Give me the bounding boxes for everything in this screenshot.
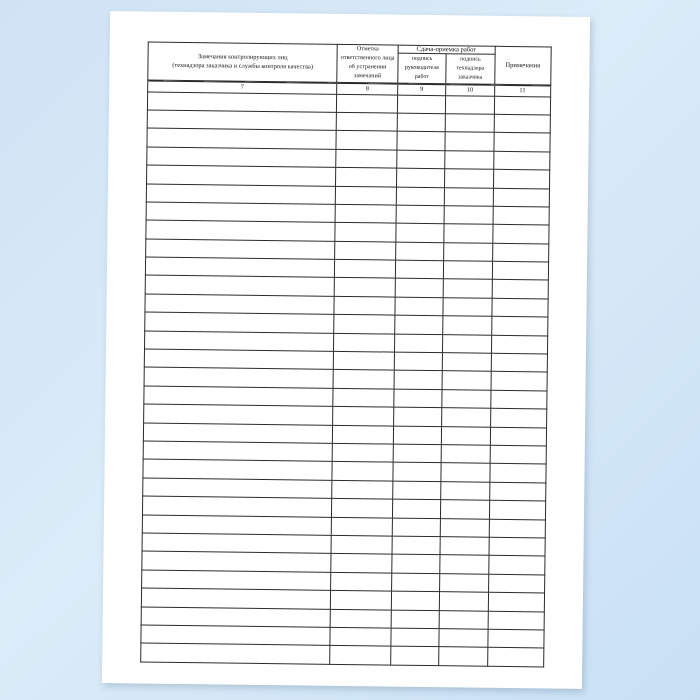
table-cell[interactable] bbox=[143, 441, 333, 462]
table-cell[interactable] bbox=[440, 518, 489, 537]
table-cell[interactable] bbox=[442, 426, 491, 445]
table-cell[interactable] bbox=[146, 239, 336, 260]
table-cell[interactable] bbox=[396, 187, 445, 206]
table-cell[interactable] bbox=[335, 223, 396, 242]
table-cell[interactable] bbox=[397, 113, 446, 132]
document-page bbox=[102, 11, 590, 689]
header-signature-supervisor: подпись технадзора заказчика bbox=[446, 54, 495, 84]
table-cell[interactable] bbox=[334, 333, 395, 352]
table-cell[interactable] bbox=[141, 643, 331, 664]
table-cell[interactable] bbox=[391, 610, 440, 629]
table-cell[interactable] bbox=[332, 517, 393, 536]
table-cell[interactable] bbox=[492, 243, 549, 262]
table-cell[interactable] bbox=[443, 298, 492, 317]
column-number-8: 8 bbox=[337, 82, 398, 95]
table-cell[interactable] bbox=[489, 464, 546, 483]
table-cell[interactable] bbox=[333, 425, 394, 444]
table-cell[interactable] bbox=[445, 169, 494, 188]
table-cell[interactable] bbox=[330, 646, 391, 665]
table-cell[interactable] bbox=[392, 499, 441, 518]
table-cell[interactable] bbox=[442, 389, 491, 408]
table-cell[interactable] bbox=[331, 535, 392, 554]
table-cell[interactable] bbox=[393, 426, 442, 445]
table-cell[interactable] bbox=[446, 95, 495, 114]
table-cell[interactable] bbox=[142, 570, 332, 591]
table-cell[interactable] bbox=[147, 147, 337, 168]
table-cell[interactable] bbox=[493, 188, 550, 207]
table-cell[interactable] bbox=[392, 554, 441, 573]
table-cell[interactable] bbox=[488, 574, 545, 593]
table-cell[interactable] bbox=[141, 588, 331, 609]
header-remarks: Замечания контролирующих лиц (технадзора заказчика и службы контроля качества) bbox=[148, 42, 338, 82]
table-cell[interactable] bbox=[440, 555, 489, 574]
table-cell[interactable] bbox=[337, 94, 398, 113]
table-cell[interactable] bbox=[147, 165, 337, 186]
table-cell[interactable] bbox=[488, 611, 545, 630]
table-cell[interactable] bbox=[144, 386, 334, 407]
table-cell[interactable] bbox=[393, 407, 442, 426]
table-cell[interactable] bbox=[143, 478, 333, 499]
table-cell[interactable] bbox=[491, 335, 548, 354]
table-cell[interactable] bbox=[394, 334, 443, 353]
column-number-7: 7 bbox=[148, 80, 338, 94]
table-cell[interactable] bbox=[444, 187, 493, 206]
table-cell[interactable] bbox=[491, 317, 548, 336]
table-cell[interactable] bbox=[488, 556, 545, 575]
table-cell[interactable] bbox=[492, 280, 549, 299]
table-cell[interactable] bbox=[336, 167, 397, 186]
table-cell[interactable] bbox=[491, 372, 548, 391]
table-cell[interactable] bbox=[337, 112, 398, 131]
table-cell[interactable] bbox=[492, 225, 549, 244]
table-cell[interactable] bbox=[440, 573, 489, 592]
table-cell[interactable] bbox=[444, 224, 493, 243]
header-mark-elimination: Отметка ответственного лица об устранении замечаний bbox=[337, 44, 398, 82]
table-cell[interactable] bbox=[494, 96, 551, 115]
table-cell[interactable] bbox=[142, 551, 332, 572]
journal-table bbox=[140, 42, 552, 668]
column-number-9: 9 bbox=[397, 83, 446, 96]
table-cell[interactable] bbox=[334, 351, 395, 370]
table-cell[interactable] bbox=[494, 133, 551, 152]
table-cell[interactable] bbox=[444, 242, 493, 261]
table-body bbox=[141, 92, 551, 667]
table-cell[interactable] bbox=[444, 206, 493, 225]
table-cell[interactable] bbox=[439, 610, 488, 629]
table-cell[interactable] bbox=[144, 367, 334, 388]
table-cell[interactable] bbox=[494, 114, 551, 133]
table-cell[interactable] bbox=[397, 131, 446, 150]
table-cell[interactable] bbox=[393, 481, 442, 500]
table-cell[interactable] bbox=[145, 294, 335, 315]
table-cell[interactable] bbox=[395, 297, 444, 316]
table-cell[interactable] bbox=[487, 648, 544, 667]
table-cell[interactable] bbox=[335, 259, 396, 278]
table-cell[interactable] bbox=[489, 519, 546, 538]
table-cell[interactable] bbox=[331, 590, 392, 609]
table-cell[interactable] bbox=[333, 388, 394, 407]
table-cell[interactable] bbox=[393, 444, 442, 463]
table-cell[interactable] bbox=[391, 591, 440, 610]
table-cell[interactable] bbox=[147, 110, 337, 131]
table-cell[interactable] bbox=[392, 518, 441, 537]
table-cell[interactable] bbox=[334, 315, 395, 334]
table-cell[interactable] bbox=[490, 427, 547, 446]
header-signature-manager: подпись руководителя работ bbox=[398, 54, 447, 84]
table-cell[interactable] bbox=[441, 481, 490, 500]
column-number-11: 11 bbox=[494, 84, 551, 97]
table-cell[interactable] bbox=[493, 206, 550, 225]
header-notes: Примечания bbox=[494, 46, 551, 84]
column-number-10: 10 bbox=[446, 83, 495, 96]
table-cell[interactable] bbox=[335, 204, 396, 223]
table-cell[interactable] bbox=[493, 169, 550, 188]
table-cell[interactable] bbox=[395, 260, 444, 279]
table-cell[interactable] bbox=[443, 316, 492, 335]
table-cell[interactable] bbox=[397, 95, 446, 114]
table-cell[interactable] bbox=[443, 279, 492, 298]
table-cell[interactable] bbox=[332, 480, 393, 499]
table-cell[interactable] bbox=[391, 646, 440, 665]
table-cell[interactable] bbox=[396, 205, 445, 224]
table-cell[interactable] bbox=[332, 498, 393, 517]
table-cell[interactable] bbox=[141, 607, 331, 628]
table-header bbox=[148, 42, 552, 96]
table-cell[interactable] bbox=[144, 349, 334, 370]
table-cell[interactable] bbox=[440, 537, 489, 556]
table-cell[interactable] bbox=[394, 371, 443, 390]
table-cell[interactable] bbox=[391, 573, 440, 592]
table-cell[interactable] bbox=[333, 443, 394, 462]
table-cell[interactable] bbox=[489, 482, 546, 501]
table-cell[interactable] bbox=[442, 371, 491, 390]
table-cell[interactable] bbox=[142, 533, 332, 554]
table-cell[interactable] bbox=[441, 463, 490, 482]
table-cell[interactable] bbox=[397, 150, 446, 169]
table-cell[interactable] bbox=[336, 186, 397, 205]
table-cell[interactable] bbox=[147, 128, 337, 149]
table-cell[interactable] bbox=[332, 462, 393, 481]
table-cell[interactable] bbox=[442, 353, 491, 372]
table-sheet bbox=[140, 42, 551, 659]
table-row[interactable] bbox=[141, 643, 544, 666]
table-cell[interactable] bbox=[440, 592, 489, 611]
table-cell[interactable] bbox=[336, 131, 397, 150]
table-cell[interactable] bbox=[489, 500, 546, 519]
table-cell[interactable] bbox=[493, 151, 550, 170]
table-cell[interactable] bbox=[490, 390, 547, 409]
table-cell[interactable] bbox=[142, 496, 332, 517]
table-cell[interactable] bbox=[146, 184, 336, 205]
table-cell[interactable] bbox=[335, 278, 396, 297]
table-cell[interactable] bbox=[442, 408, 491, 427]
table-cell[interactable] bbox=[333, 407, 394, 426]
table-cell[interactable] bbox=[143, 423, 333, 444]
table-cell[interactable] bbox=[490, 445, 547, 464]
table-cell[interactable] bbox=[336, 149, 397, 168]
table-cell[interactable] bbox=[445, 150, 494, 169]
table-cell[interactable] bbox=[393, 462, 442, 481]
table-cell[interactable] bbox=[488, 592, 545, 611]
table-cell[interactable] bbox=[492, 261, 549, 280]
table-cell[interactable] bbox=[331, 572, 392, 591]
table-cell[interactable] bbox=[396, 168, 445, 187]
table-cell[interactable] bbox=[395, 315, 444, 334]
table-cell[interactable] bbox=[144, 331, 334, 352]
table-cell[interactable] bbox=[143, 459, 333, 480]
table-cell[interactable] bbox=[443, 334, 492, 353]
table-cell[interactable] bbox=[445, 132, 494, 151]
table-cell[interactable] bbox=[491, 353, 548, 372]
table-cell[interactable] bbox=[439, 647, 488, 666]
table-cell[interactable] bbox=[489, 537, 546, 556]
table-cell[interactable] bbox=[441, 445, 490, 464]
table-cell[interactable] bbox=[392, 536, 441, 555]
table-cell[interactable] bbox=[145, 276, 335, 297]
table-cell[interactable] bbox=[146, 202, 336, 223]
table-cell[interactable] bbox=[335, 241, 396, 260]
table-cell[interactable] bbox=[394, 352, 443, 371]
table-cell[interactable] bbox=[142, 515, 332, 536]
table-cell[interactable] bbox=[333, 370, 394, 389]
table-cell[interactable] bbox=[144, 404, 334, 425]
table-cell[interactable] bbox=[331, 609, 392, 628]
table-cell[interactable] bbox=[395, 279, 444, 298]
table-cell[interactable] bbox=[145, 312, 335, 333]
header-acceptance-group: Сдача-приемка работ bbox=[398, 45, 495, 55]
table-cell[interactable] bbox=[445, 114, 494, 133]
table-cell[interactable] bbox=[441, 500, 490, 519]
table-cell[interactable] bbox=[395, 242, 444, 261]
table-cell[interactable] bbox=[391, 628, 440, 647]
table-cell[interactable] bbox=[487, 629, 544, 648]
table-cell[interactable] bbox=[394, 389, 443, 408]
table-cell[interactable] bbox=[490, 408, 547, 427]
table-cell[interactable] bbox=[146, 220, 336, 241]
table-cell[interactable] bbox=[444, 261, 493, 280]
table-cell[interactable] bbox=[145, 257, 335, 278]
table-cell[interactable] bbox=[491, 298, 548, 317]
table-cell[interactable] bbox=[334, 296, 395, 315]
table-cell[interactable] bbox=[330, 627, 391, 646]
table-cell[interactable] bbox=[147, 92, 337, 113]
table-cell[interactable] bbox=[439, 629, 488, 648]
table-cell[interactable] bbox=[396, 223, 445, 242]
table-cell[interactable] bbox=[331, 554, 392, 573]
table-cell[interactable] bbox=[141, 625, 331, 646]
